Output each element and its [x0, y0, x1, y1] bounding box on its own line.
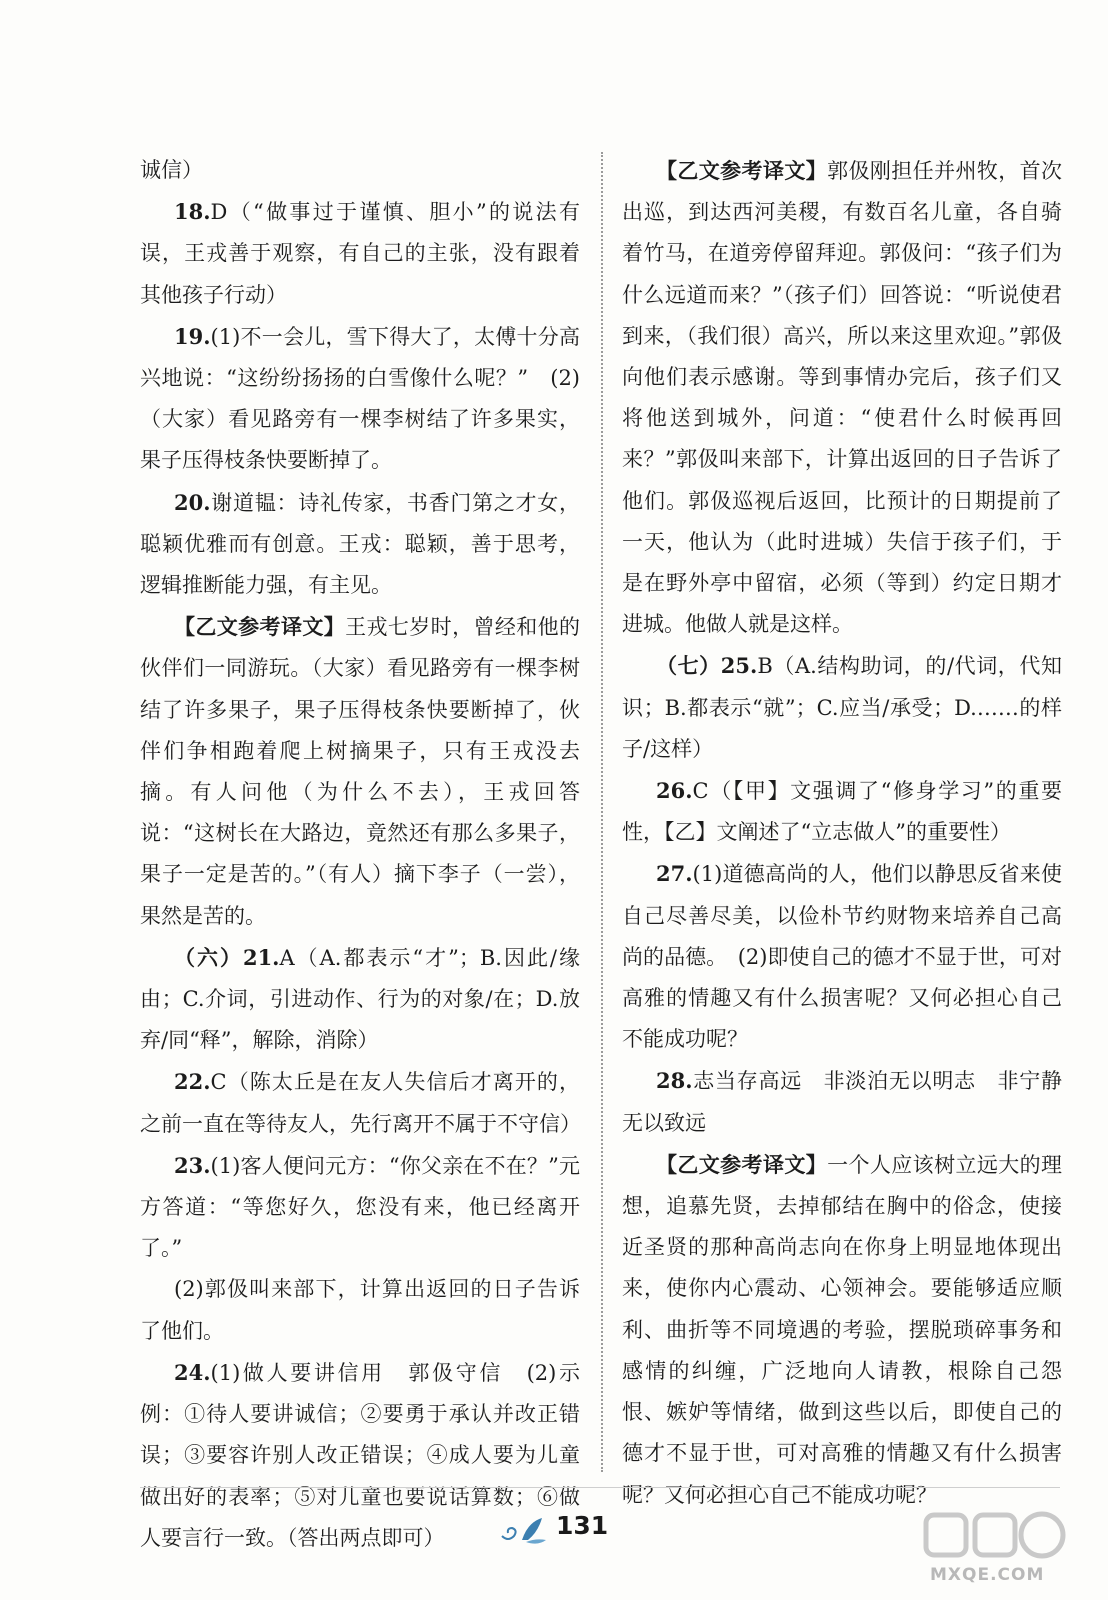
question-number: 19.: [174, 323, 211, 349]
question-number: 28.: [656, 1068, 693, 1094]
paragraph-text: D（“做事过于谨慎、胆小”的说法有误，王戎善于观察，有自己的主张，没有跟着其他孩子行动）: [140, 200, 580, 307]
answer-paragraph: [622, 1144, 1062, 1516]
question-number: 23.: [174, 1152, 211, 1178]
left-column: [140, 150, 580, 1559]
answer-paragraph: [140, 1269, 580, 1351]
answer-paragraph: [622, 770, 1062, 853]
paragraph-text: (1)道德高尚的人，他们以静思反省来使自己尽善尽美，以俭朴节约财物来培养自己高尚的品德。 (2)即使自己的德才不显于世，可对高雅的情趣又有什么损害呢？又何必担心自己不能成功呢？: [622, 862, 1062, 1052]
paragraph-text: (1)不一会儿，雪下得大了，太傅十分高兴地说：“这纷纷扬扬的白雪像什么呢？” (2)（大家）看见路旁有一棵李树结了许多果实，果子压得枝条快要断掉了。: [140, 324, 580, 473]
question-number: 27.: [656, 861, 693, 887]
answer-paragraph: [140, 316, 580, 482]
paragraph-text: B（A.结构助词，的/代词，代知识；B.都表示“就”；C.应当/承受；D.……的样子/这样）: [622, 654, 1062, 761]
question-number: 20.: [174, 489, 211, 515]
paragraph-text: 王戎七岁时，曾经和他的伙伴们一同游玩。（大家）看见路旁有一棵李树结了许多果子，果子压得枝条快要断掉了，伙伴们争相跑着爬上树摘果子，只有王戎没去摘。有人问他（为什么不去），王戎回答说：“这树长在大路边，竟然还有那么多果子，果子一定是苦的。”（有人）摘下李子（一尝），果然是苦的。: [140, 615, 581, 928]
answer-paragraph: [140, 482, 580, 607]
answer-paragraph: [622, 150, 1062, 645]
section-heading: 【乙文参考译文】: [656, 1151, 828, 1177]
paragraph-text: (2)郭伋叫来部下，计算出返回的日子告诉了他们。: [140, 1277, 580, 1343]
question-number: 18.: [174, 199, 211, 225]
page-number: 131: [556, 1511, 609, 1540]
paragraph-text: C（【甲】文强调了“修身学习”的重要性，【乙】文阐述了“立志做人”的重要性）: [622, 779, 1062, 845]
section-heading: 【乙文参考译文】: [174, 614, 346, 640]
paragraph-text: (1)做人要讲信用 郭伋守信 (2)示例：①待人要讲诚信；②要勇于承认并改正错误；③要容许别人改正错误；④成人要为儿童做出好的表率；⑤对儿童也要说话算数；⑥做人要言行一致。（答出两点即可）: [140, 1360, 580, 1550]
question-number: 22.: [174, 1069, 211, 1095]
answer-paragraph: [140, 1061, 580, 1144]
answer-paragraph: [140, 150, 580, 191]
butterfly-logo-icon: [498, 1512, 550, 1548]
right-column: [622, 150, 1062, 1516]
paragraph-text: 诚信）: [140, 158, 203, 182]
question-number: 24.: [174, 1359, 211, 1385]
question-number: （六）21.: [174, 944, 280, 970]
section-heading: 【乙文参考译文】: [656, 158, 828, 183]
answer-paragraph: [140, 606, 580, 937]
paragraph-text: 郭伋刚担任并州牧，首次出巡，到达西河美稷，有数百名儿童，各自骑着竹马，在道旁停留拜迎。郭伋问：“孩子们为什么远道而来？”（孩子们）回答说：“听说使君到来，（我们很）高兴，所以来这里欢迎。”郭伋向他们表示感谢。等到事情办完后，孩子们又将他送到城外，问道：“使君什么时候再回来？”郭伋叫来部下，计算出返回的日子告诉了他们。郭伋巡视后返回，比预计的日期提前了一天，他认为（此时进城）失信于孩子们，于是在野外亭中留宿，必须（等到）约定日期才进城。他做人就是这样。: [622, 159, 1063, 637]
answer-paragraph: [622, 645, 1062, 770]
paragraph-text: 谢道韫：诗礼传家，书香门第之才女，聪颖优雅而有创意。王戎：聪颖，善于思考，逻辑推断能力强，有主见。: [140, 490, 580, 598]
answer-paragraph: [622, 853, 1062, 1060]
question-number: 26.: [656, 778, 693, 804]
paragraph-text: 志当存高远 非淡泊无以明志 非宁静无以致远: [622, 1069, 1062, 1135]
answer-paragraph: [140, 937, 580, 1062]
answer-paragraph: [140, 1145, 580, 1270]
paragraph-text: C（陈太丘是在友人失信后才离开的，之前一直在等待友人，先行离开不属于不守信）: [140, 1070, 581, 1136]
question-number: （七）25.: [656, 653, 758, 679]
paragraph-text: A（A.都表示“才”；B.因此/缘由；C.介词，引进动作、行为的对象/在；D.放弃/同“释”，解除，消除）: [140, 945, 580, 1053]
paragraph-text: (1)客人便问元方：“你父亲在不在？”元方答道：“等您好久，您没有来，他已经离开了。”: [140, 1153, 580, 1261]
paragraph-text: 一个人应该树立远大的理想，追慕先贤，去掉郁结在胸中的俗念，使接近圣贤的那种高尚志向在你身上明显地体现出来，使你内心震动、心领神会。要能够适应顺利、曲折等不同境遇的考验，摆脱琐碎事务和感情的纠缠，广泛地向人请教，根除自己怨恨、嫉妒等情绪，做到这些以后，即使自己的德才不显于世，可对高雅的情趣又有什么损害呢？又何必担心自己不能成功呢？: [622, 1152, 1063, 1507]
footer-rule: [140, 1487, 1060, 1488]
watermark-text: MXQE.COM: [930, 1565, 1045, 1585]
answer-paragraph: [622, 1060, 1062, 1143]
column-divider: [601, 152, 603, 1472]
answer-paragraph: [140, 191, 580, 316]
